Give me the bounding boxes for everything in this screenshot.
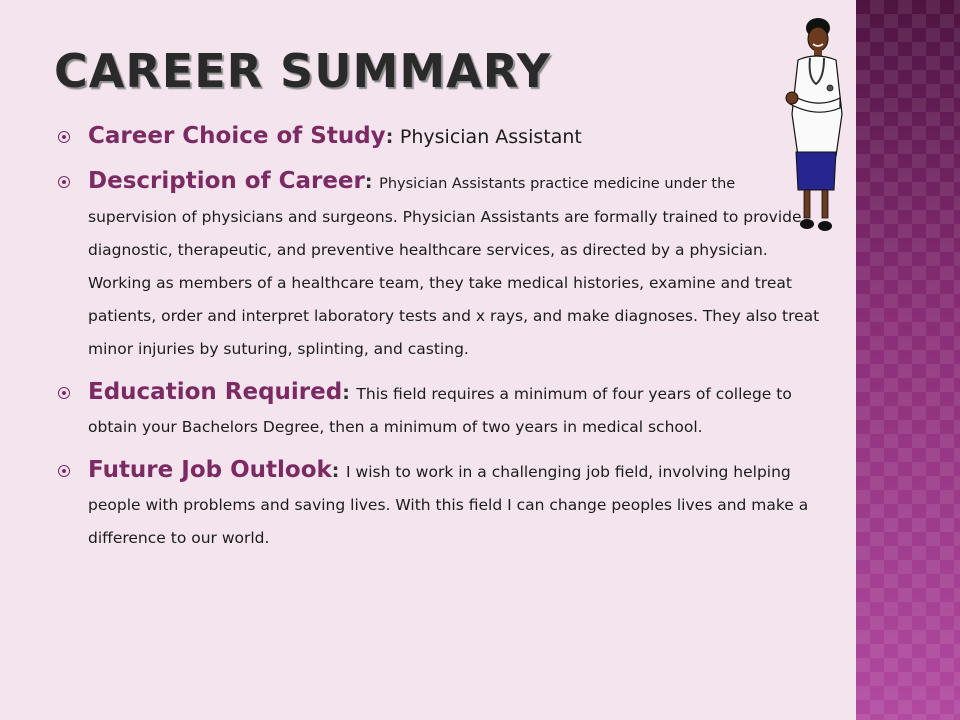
item-body: college to obtain your Bachelors Degree, then a minimum of two years in medical school.: [88, 385, 792, 436]
bullet-list: [58, 120, 828, 565]
item-separator: :: [364, 171, 380, 193]
item-lead: I wish to work in a challenging job field, involving: [346, 463, 729, 481]
item-lead: This field requires a minimum of four years of: [356, 385, 711, 403]
item-separator: :: [331, 460, 347, 482]
item-heading: Education Required: [88, 379, 343, 405]
list-item: [58, 165, 828, 366]
item-body: supervision of physicians and surgeons. Physician Assistants are formally trained to provide diagnostic, therapeutic, and preventive healthcare services, as directed by a physician. Working as members of a healthcare team, they take medical histories, examine and treat patients, order and interpret laboratory tests and x rays, and make diagnoses. They also treat minor injuries by suturing, splinting, and casting.: [88, 208, 820, 358]
slide-title: CAREER SUMMARY: [54, 44, 551, 98]
circle-bullet-icon: [58, 387, 70, 399]
item-separator: :: [342, 382, 357, 404]
circle-bullet-icon: [58, 465, 70, 477]
item-lead: Physician Assistants practice medicine under the: [379, 176, 736, 192]
decorative-sidebar: [856, 0, 960, 720]
item-body: helping people with problems and saving lives. With this field I can change peoples lives and make a difference to our world.: [88, 463, 809, 547]
list-item: [58, 120, 828, 155]
circle-bullet-icon: [58, 176, 70, 188]
item-heading: Description of Career: [88, 168, 365, 194]
circle-bullet-icon: [58, 131, 70, 143]
item-heading: Career Choice of Study: [88, 123, 386, 149]
list-item: [58, 454, 828, 555]
list-item: [58, 376, 828, 444]
item-lead: Physician Assistant: [399, 126, 582, 148]
item-heading: Future Job Outlook: [88, 457, 332, 483]
item-separator: :: [385, 126, 400, 148]
